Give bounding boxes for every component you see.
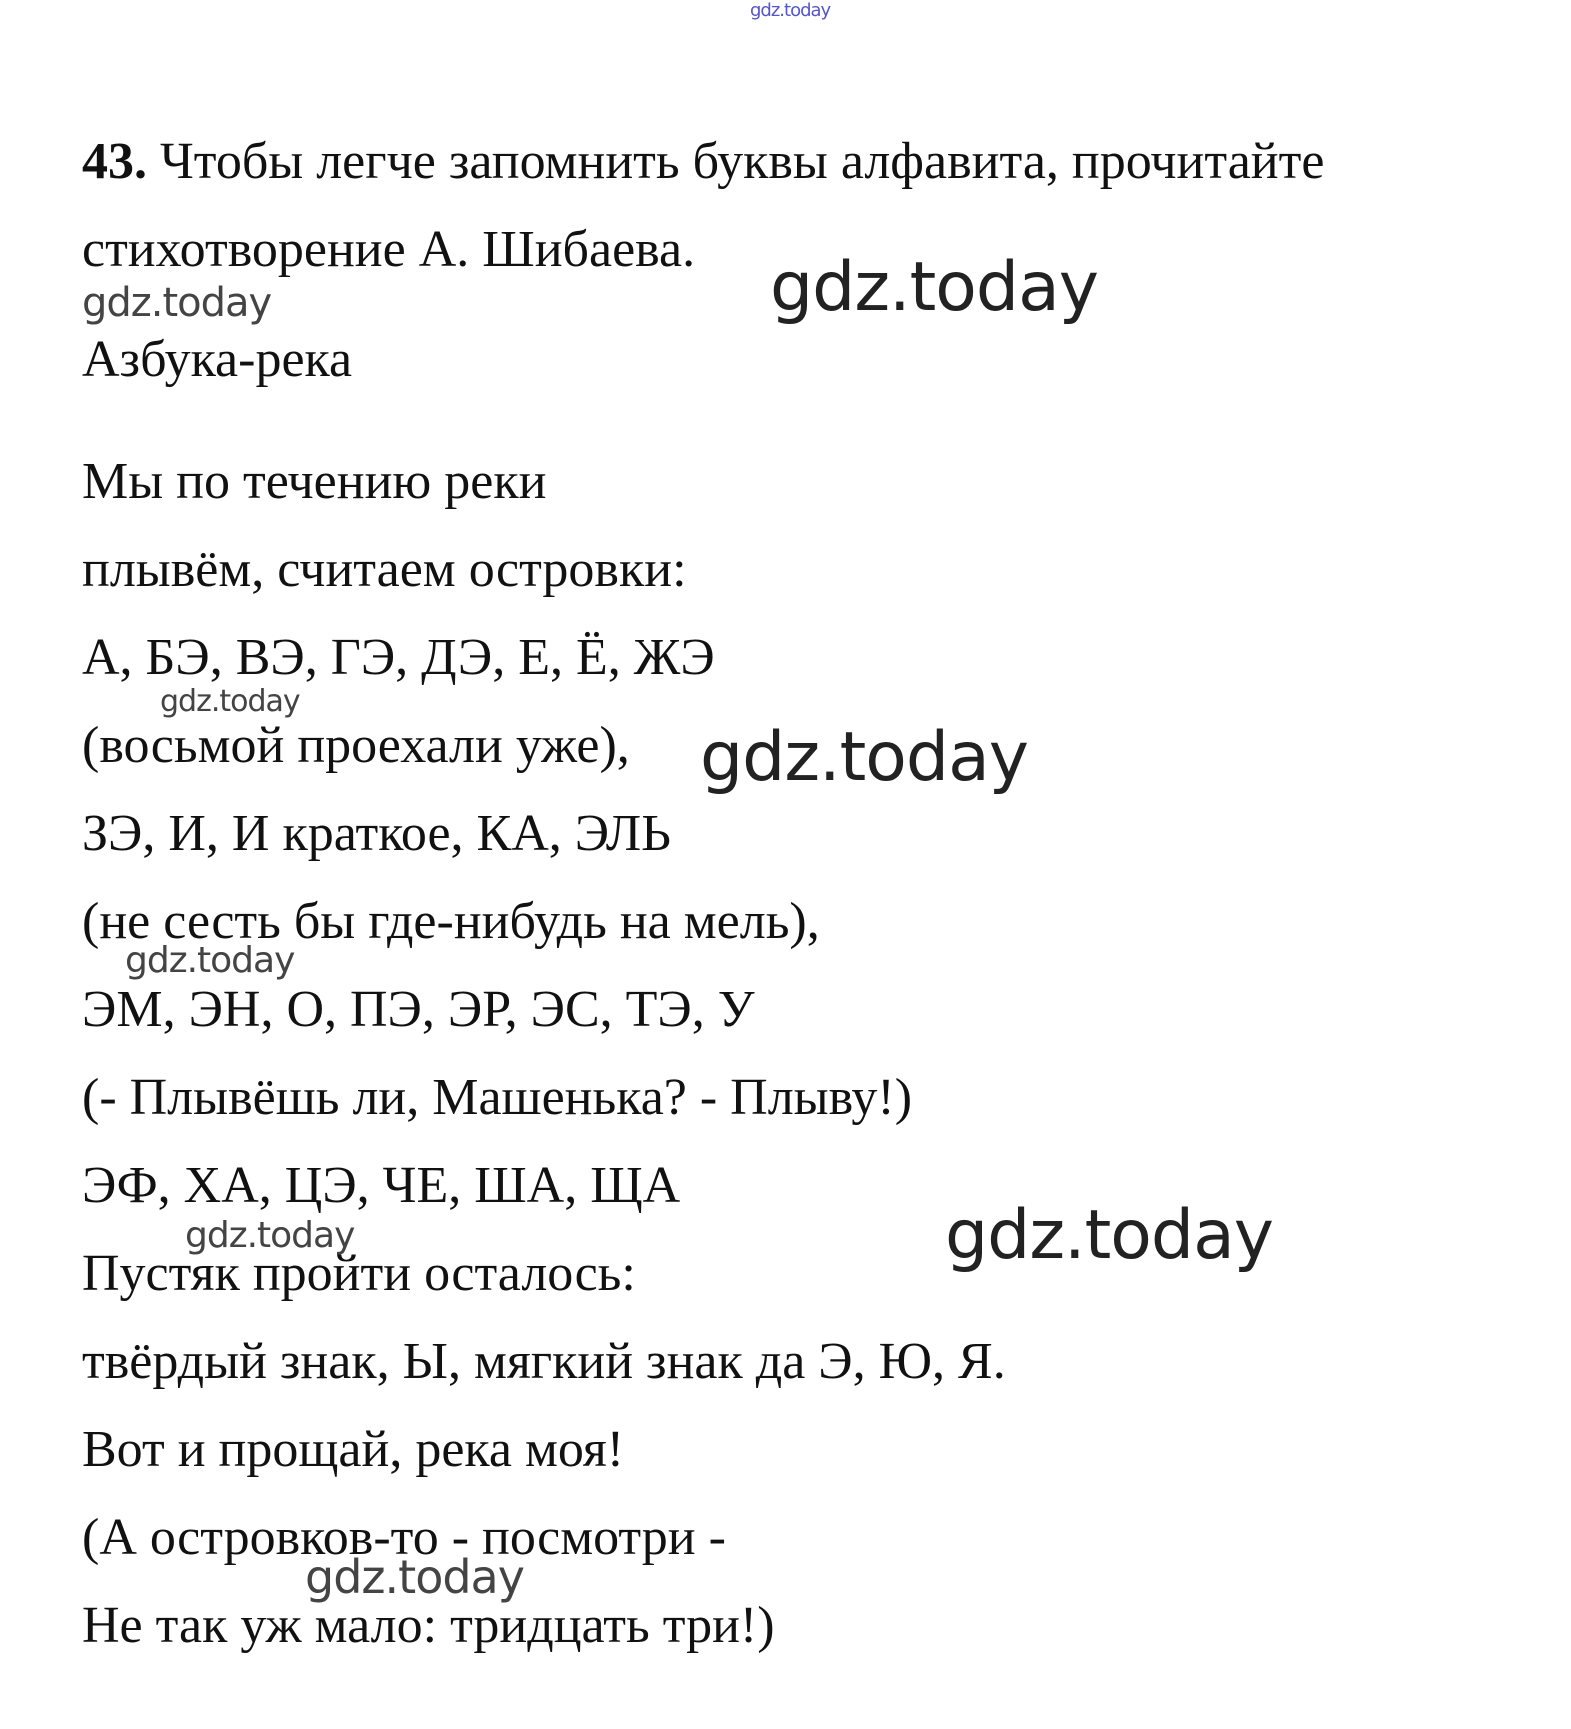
watermark: gdz.today [700,718,1028,797]
poem-title: Азбука-река [82,331,353,388]
poem-line: А, БЭ, ВЭ, ГЭ, ДЭ, Е, Ё, ЖЭ [82,629,715,686]
watermark: gdz.today [305,1550,524,1604]
watermark: gdz.today [82,280,272,326]
watermark: gdz.today [750,0,831,21]
poem-line: ЭМ, ЭН, О, ПЭ, ЭР, ЭС, ТЭ, У [82,981,755,1038]
watermark: gdz.today [185,1215,355,1256]
poem-line: Вот и прощай, река моя! [82,1421,625,1478]
poem-line: плывём, считаем островки: [82,541,687,598]
task-statement [82,118,1522,294]
watermark: gdz.today [770,248,1098,327]
poem-line: (- Плывёшь ли, Машенька? - Плыву!) [82,1069,913,1126]
watermark: gdz.today [160,684,300,719]
poem-line: ЭФ, ХА, ЦЭ, ЧЕ, ША, ЩА [82,1157,681,1214]
task-number: 43. [82,133,147,190]
poem-line: Пустяк пройти осталось: [82,1245,636,1302]
poem-line: ЗЭ, И, И краткое, КА, ЭЛЬ [82,805,671,862]
watermark: gdz.today [945,1196,1273,1275]
poem-line: твёрдый знак, Ы, мягкий знак да Э, Ю, Я. [82,1333,1006,1390]
watermark: gdz.today [125,940,295,981]
poem-line: (восьмой проехали уже), [82,717,630,774]
poem-lines [82,452,1006,1684]
poem-line: Не так уж мало: тридцать три!) [82,1597,775,1654]
poem-line: (не сесть бы где-нибудь на мель), [82,893,820,950]
poem-line: (А островков-то - посмотри - [82,1509,726,1566]
task-text: Чтобы легче запомнить буквы алфавита, прочитайте стихотворение А. Шибаева. [82,133,1325,278]
poem-line: Мы по течению реки [82,453,547,510]
